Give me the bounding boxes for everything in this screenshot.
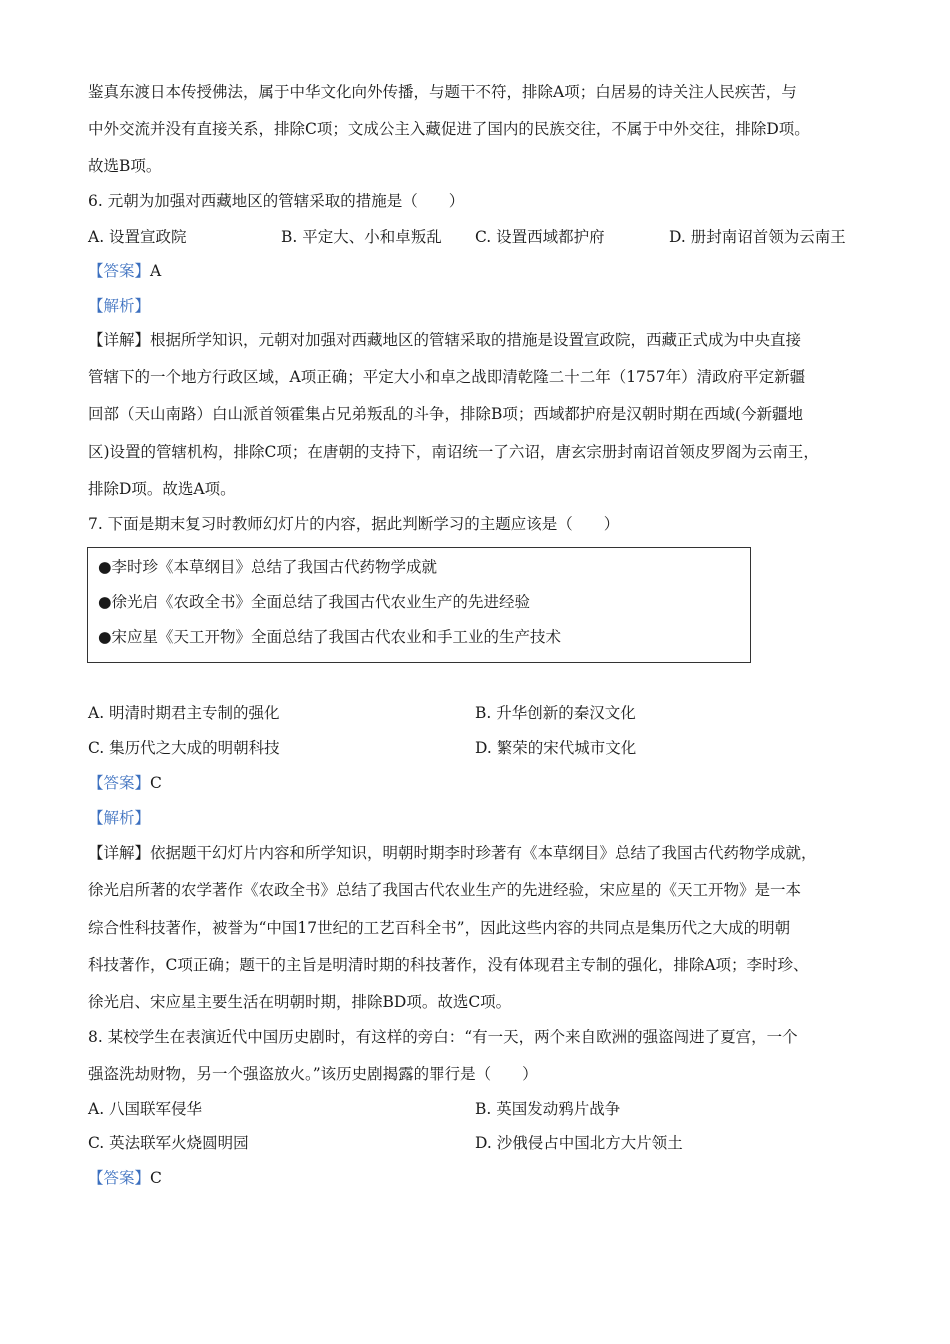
analysis-label: 【解析】 <box>88 809 151 827</box>
answer-line <box>88 261 161 281</box>
slide-bullet: ●徐光启《农政全书》全面总结了我国古代农业生产的先进经验 <box>98 593 531 611</box>
option-b: B. 英国发动鸦片战争 <box>475 1100 621 1118</box>
answer-tag: 【答案】 <box>88 262 151 280</box>
intro-line: 鉴真东渡日本传授佛法，属于中华文化向外传播，与题干不符，排除A项；白居易的诗关注人民疾苦，与 <box>88 83 797 101</box>
slide-bullet: ●李时珍《本草纲目》总结了我国古代药物学成就 <box>98 558 438 576</box>
detail-line <box>88 330 801 350</box>
intro-line: 中外交流并没有直接关系，排除C项；文成公主入藏促进了国内的民族交往，不属于中外交往，排除D项。 <box>88 120 810 138</box>
analysis-label: 【解析】 <box>88 297 151 315</box>
option-d: D. 沙俄侵占中国北方大片领土 <box>475 1134 683 1152</box>
detail-text: 依据题干幻灯片内容和所学知识，明朝时期李时珍著有《本草纲目》总结了我国古代药物学成就， <box>150 844 817 862</box>
question-8-stem: 8. 某校学生在表演近代中国历史剧时，有这样的旁白：“有一天，两个来自欧洲的强盗闯进了夏宫，一个 <box>88 1028 798 1046</box>
option-c: C. 集历代之大成的明朝科技 <box>88 739 280 757</box>
option-b: B. 升华创新的秦汉文化 <box>475 704 636 722</box>
option-b: B. 平定大、小和卓叛乱 <box>281 228 442 246</box>
option-c: C. 英法联军火烧圆明园 <box>88 1134 249 1152</box>
detail-line: 区)设置的管辖机构，排除C项；在唐朝的支持下，南诏统一了六诏，唐玄宗册封南诏首领皮罗阁为云南王， <box>88 443 819 461</box>
detail-line: 徐光启所著的农学著作《农政全书》总结了我国古代农业生产的先进经验，宋应星的《天工开物》是一本 <box>88 881 802 899</box>
question-7-stem: 7. 下面是期末复习时教师幻灯片的内容，据此判断学习的主题应该是（ ） <box>88 515 620 533</box>
answer-value: C <box>150 1169 162 1187</box>
option-a: A. 八国联军侵华 <box>88 1100 203 1118</box>
question-8-stem: 强盗洗劫财物，另一个强盗放火。”该历史剧揭露的罪行是（ ） <box>88 1065 538 1083</box>
answer-value: A <box>150 262 162 280</box>
analysis-tag <box>88 296 150 316</box>
detail-line: 管辖下的一个地方行政区域，A项正确；平定大小和卓之战即清乾隆二十二年（1757年）清政府平定新疆 <box>88 368 806 386</box>
answer-tag: 【答案】 <box>88 774 151 792</box>
slide-bullet: ●宋应星《天工开物》全面总结了我国古代农业和手工业的生产技术 <box>98 628 562 646</box>
question-6-stem: 6. 元朝为加强对西藏地区的管辖采取的措施是（ ） <box>88 192 465 210</box>
detail-line: 排除D项。故选A项。 <box>88 480 236 498</box>
detail-text: 根据所学知识，元朝对加强对西藏地区的管辖采取的措施是设置宣政院，西藏正式成为中央直接 <box>150 331 802 349</box>
option-a: A. 设置宣政院 <box>88 228 187 246</box>
option-d: D. 册封南诏首领为云南王 <box>669 228 846 246</box>
detail-tag: 【详解】 <box>88 331 151 349</box>
slide-content-box <box>87 547 751 663</box>
answer-line <box>88 773 162 793</box>
detail-line: 回部（天山南路）白山派首领霍集占兄弟叛乱的斗争，排除B项；西域都护府是汉朝时期在西域(今新疆地 <box>88 405 803 423</box>
analysis-tag <box>88 808 150 828</box>
option-c: C. 设置西域都护府 <box>475 228 605 246</box>
answer-line <box>88 1168 162 1188</box>
detail-tag: 【详解】 <box>88 844 151 862</box>
answer-value: C <box>150 774 162 792</box>
answer-tag: 【答案】 <box>88 1169 151 1187</box>
detail-line: 徐光启、宋应星主要生活在明朝时期，排除BD项。故选C项。 <box>88 993 512 1011</box>
option-d: D. 繁荣的宋代城市文化 <box>475 739 637 757</box>
option-a: A. 明清时期君主专制的强化 <box>88 704 280 722</box>
detail-line: 科技著作，C项正确；题干的主旨是明清时期的科技著作，没有体现君主专制的强化，排除A项；李时珍、 <box>88 956 809 974</box>
intro-line: 故选B项。 <box>88 157 162 175</box>
detail-line: 综合性科技著作，被誉为“中国17世纪的工艺百科全书”，因此这些内容的共同点是集历代之大成的明朝 <box>88 919 791 937</box>
detail-line <box>88 843 817 863</box>
